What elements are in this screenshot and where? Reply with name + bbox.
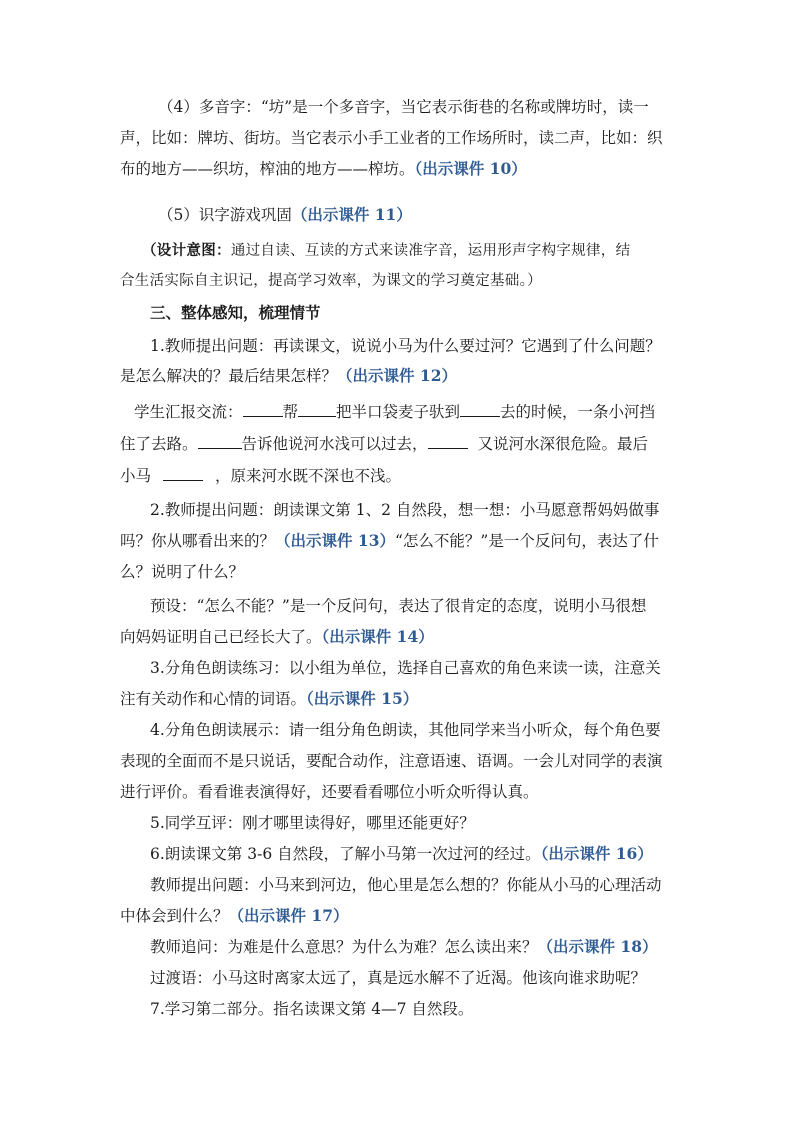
text: ，原来河水既不深也不浅。 — [215, 467, 402, 485]
text: （4）多音字：“坊”是一个多音字，当它表示街巷的名称或牌坊时，读一 — [158, 98, 649, 116]
text: 5.同学互评：刚才哪里读得好，哪里还能更好？ — [150, 814, 475, 832]
paragraph-4-line-1 — [158, 94, 678, 120]
text: 教师提出问题：小马来到河边，他心里是怎么想的？你能从小马的心理活动 — [150, 876, 662, 894]
text: 小马 — [120, 467, 152, 485]
paragraph-5 — [158, 202, 718, 228]
courseware-reference: （出示课件 15） — [306, 689, 419, 708]
text: 2.教师提出问题：朗读课文第 1、2 自然段，想一想：小马愿意帮妈妈做事 — [150, 501, 660, 519]
transition-line — [150, 965, 680, 991]
item-6 — [150, 841, 680, 867]
text: 过渡语：小马这时离家太远了，真是远水解不了近渴。他该向谁求助呢？ — [150, 969, 647, 987]
courseware-reference: （出示课件 10） — [414, 159, 527, 178]
text: 通过自读、互读的方式来读准字音，运用形声字构字规律，结 — [230, 243, 631, 259]
fill-blank — [460, 398, 500, 417]
text: 么？说明了什么？ — [120, 563, 245, 581]
report-line-2 — [120, 430, 680, 457]
text: （5）识字游戏巩固 — [158, 206, 292, 224]
text: 7.学习第二部分。指名读课文第 4—7 自然段。 — [150, 1000, 474, 1018]
courseware-reference: （出示课件 13） — [275, 531, 395, 550]
courseware-reference: （出示课件 12） — [337, 366, 457, 385]
fill-blank — [298, 398, 336, 417]
fill-blank — [428, 430, 468, 449]
design-intent-line-2 — [120, 268, 680, 294]
text: 吗？你从哪看出来的？ — [120, 532, 276, 550]
item-1-line-2 — [120, 363, 680, 389]
courseware-reference: （出示课件 11） — [291, 205, 412, 224]
text: 注有关动作和心情的词语。 — [120, 690, 307, 708]
text: 表现的全面而不是只说话，要配合动作，注意语速、语调。一会儿对同学的表演 — [120, 752, 663, 770]
text: “怎么不能？”是一个反问句，表达了什 — [394, 532, 659, 550]
item-3-line-1 — [150, 655, 680, 681]
teacher-followup — [150, 934, 680, 960]
preset-line-1 — [150, 593, 680, 619]
item-3-line-2 — [120, 686, 680, 712]
design-intent-line-1 — [142, 238, 682, 264]
text: 向妈妈证明自己已经长大了。 — [120, 628, 322, 646]
item-5 — [150, 810, 680, 836]
item-2-line-2 — [120, 528, 680, 554]
item-4-line-2 — [120, 748, 680, 774]
text: 教师追问：为难是什么意思？为什么为难？怎么读出来？ — [150, 938, 538, 956]
paragraph-4-line-3 — [120, 156, 680, 182]
text: 又说河水深很危险。最后 — [477, 435, 649, 453]
text: 去的时候，一条小河挡 — [500, 403, 656, 421]
text: 3.分角色朗读练习：以小组为单位，选择自己喜欢的角色来读一读，注意关 — [150, 659, 661, 677]
fill-blank — [163, 462, 203, 481]
fill-blank — [198, 430, 242, 449]
section-heading — [150, 300, 710, 326]
item-4-line-1 — [150, 717, 680, 743]
courseware-reference: （出示课件 17） — [228, 906, 349, 925]
teacher-question-line-1 — [150, 872, 680, 898]
text: 是怎么解决的？最后结果怎样？ — [120, 367, 338, 385]
text: 进行评价。看看谁表演得好，还要看看哪位小听众听得认真。 — [120, 783, 539, 801]
report-line-3 — [120, 462, 680, 489]
design-intent-label: （设计意图： — [142, 242, 231, 259]
item-2-line-3 — [120, 559, 680, 585]
text: 住了去路。 — [120, 435, 198, 453]
item-2-line-1 — [150, 497, 680, 523]
text: 学生汇报交流： — [134, 403, 243, 421]
text: 帮 — [282, 403, 299, 421]
courseware-reference: （出示课件 16） — [540, 844, 653, 863]
text: 4.分角色朗读展示：请一组分角色朗读，其他同学来当小听众，每个角色要 — [150, 721, 661, 739]
report-line-1 — [134, 398, 694, 425]
paragraph-4-line-2 — [120, 125, 680, 151]
text: 1.教师提出问题：再读课文，说说小马为什么要过河？它遇到了什么问题？ — [150, 337, 661, 355]
fill-blank — [243, 398, 283, 417]
text: 6.朗读课文第 3-6 自然段，了解小马第一次过河的经过。 — [150, 845, 541, 863]
text: 预设：“怎么不能？”是一个反问句，表达了很肯定的态度，说明小马很想 — [150, 597, 647, 615]
text: 布的地方——织坊，榨油的地方——榨坊。 — [120, 160, 415, 178]
section-title: 三、整体感知，梳理情节 — [150, 303, 321, 322]
teacher-question-line-2 — [120, 903, 680, 929]
text: 把半口袋麦子驮到 — [336, 403, 461, 421]
preset-line-2 — [120, 624, 680, 650]
text: 声，比如：牌坊、街坊。当它表示小手工业者的工作场所时，读二声，比如：织 — [120, 129, 663, 147]
item-1-line-1 — [150, 333, 680, 359]
courseware-reference: （出示课件 18） — [537, 937, 658, 956]
text: 中体会到什么？ — [120, 907, 229, 925]
item-4-line-3 — [120, 779, 680, 805]
text: 合生活实际自主识记，提高学习效率，为课文的学习奠定基础。） — [120, 273, 542, 289]
item-7 — [150, 996, 680, 1022]
text: 告诉他说河水浅可以过去， — [241, 435, 428, 453]
courseware-reference: （出示课件 14） — [321, 627, 434, 646]
